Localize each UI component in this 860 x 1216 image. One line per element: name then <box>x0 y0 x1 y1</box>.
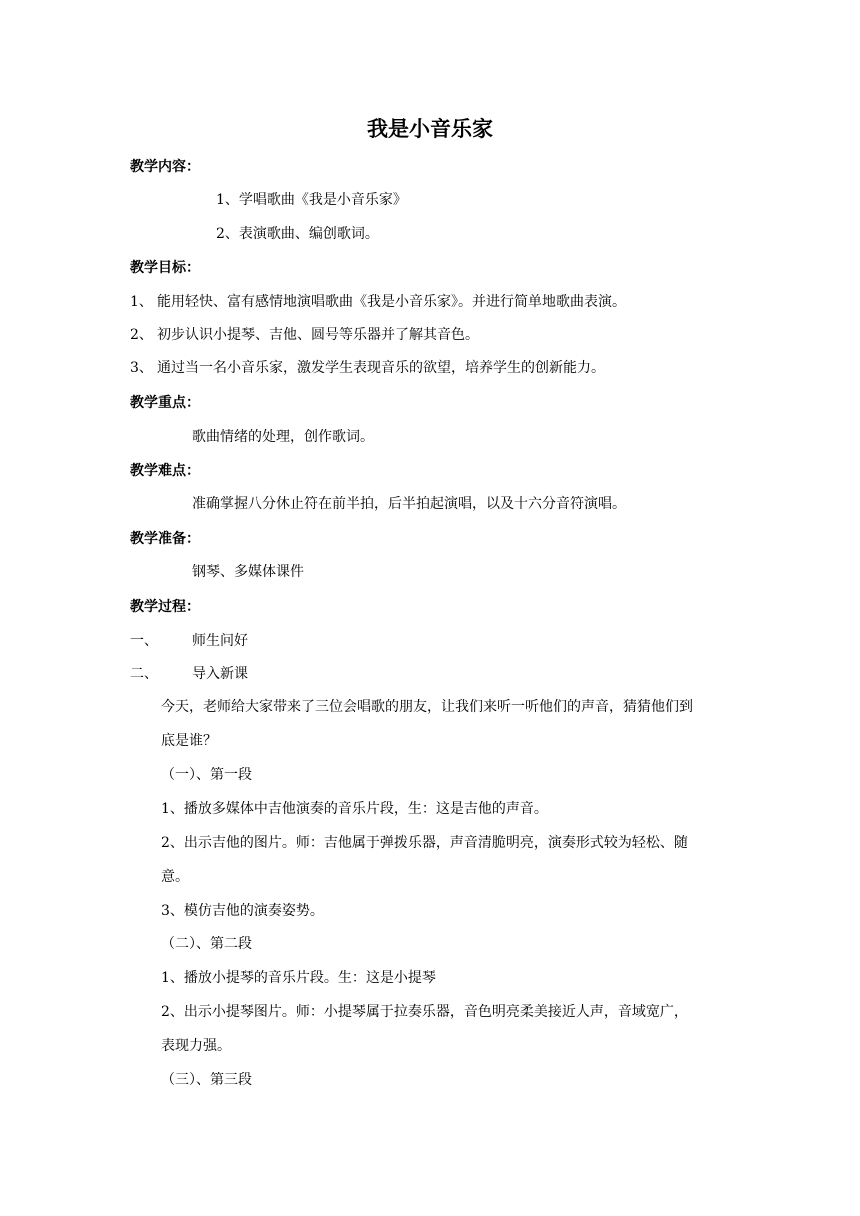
goal-item-2 <box>130 325 479 345</box>
document-title: 我是小音乐家 <box>367 117 493 141</box>
step-number: 一、 <box>130 633 158 649</box>
section-3-title: （三）、第三段 <box>161 1072 252 1088</box>
difficulty-text: 准确掌握八分休止符在前半拍，后半拍起演唱，以及十六分音符演唱。 <box>192 496 626 512</box>
goals-heading: 教学目标： <box>130 260 200 276</box>
goal-number: 3、 <box>130 360 153 376</box>
section-2-title: （二）、第二段 <box>161 936 252 952</box>
goal-number: 1、 <box>130 294 153 310</box>
key-heading: 教学重点： <box>130 395 200 411</box>
process-step-1 <box>130 631 248 651</box>
step-text: 师生问好 <box>192 633 248 649</box>
content-item-2: 2、表演歌曲、编创歌词。 <box>216 226 379 242</box>
goal-text: 能用轻快、富有感情地演唱歌曲《我是小音乐家》。并进行简单地歌曲表演。 <box>157 294 626 310</box>
process-step-2 <box>130 664 248 684</box>
section-1-item-2-line-2: 意。 <box>161 869 189 885</box>
goal-item-1 <box>130 292 626 312</box>
step-text: 导入新课 <box>192 666 248 682</box>
process-heading: 教学过程： <box>130 599 200 615</box>
goal-text: 通过当一名小音乐家，激发学生表现音乐的欲望，培养学生的创新能力。 <box>157 360 605 376</box>
difficulty-heading: 教学难点： <box>130 463 200 479</box>
intro-paragraph-line-2: 底是谁？ <box>161 733 217 749</box>
goal-item-3 <box>130 358 605 378</box>
intro-paragraph-line-1: 今天，老师给大家带来了三位会唱歌的朋友，让我们来听一听他们的声音，猜猜他们到 <box>161 699 693 715</box>
prep-heading: 教学准备： <box>130 531 200 547</box>
section-1-title: （一）、第一段 <box>161 767 252 783</box>
section-2-item-2-line-2: 表现力强。 <box>161 1038 231 1054</box>
key-text: 歌曲情绪的处理，创作歌词。 <box>192 429 374 445</box>
prep-text: 钢琴、多媒体课件 <box>192 564 304 580</box>
section-1-item-1: 1、播放多媒体中吉他演奏的音乐片段，生：这是吉他的声音。 <box>161 801 548 817</box>
goal-text: 初步认识小提琴、吉他、圆号等乐器并了解其音色。 <box>157 327 479 343</box>
section-1-item-3: 3、模仿吉他的演奏姿势。 <box>161 903 324 919</box>
content-item-1: 1、学唱歌曲《我是小音乐家》 <box>216 192 407 208</box>
content-heading: 教学内容： <box>130 159 200 175</box>
goal-number: 2、 <box>130 327 153 343</box>
section-2-item-1: 1、播放小提琴的音乐片段。生：这是小提琴 <box>161 970 436 986</box>
section-2-item-2-line-1: 2、出示小提琴图片。师：小提琴属于拉奏乐器，音色明亮柔美接近人声，音域宽广， <box>161 1004 688 1020</box>
section-1-item-2-line-1: 2、出示吉他的图片。师：吉他属于弹拨乐器，声音清脆明亮，演奏形式较为轻松、随 <box>161 835 688 851</box>
step-number: 二、 <box>130 666 158 682</box>
